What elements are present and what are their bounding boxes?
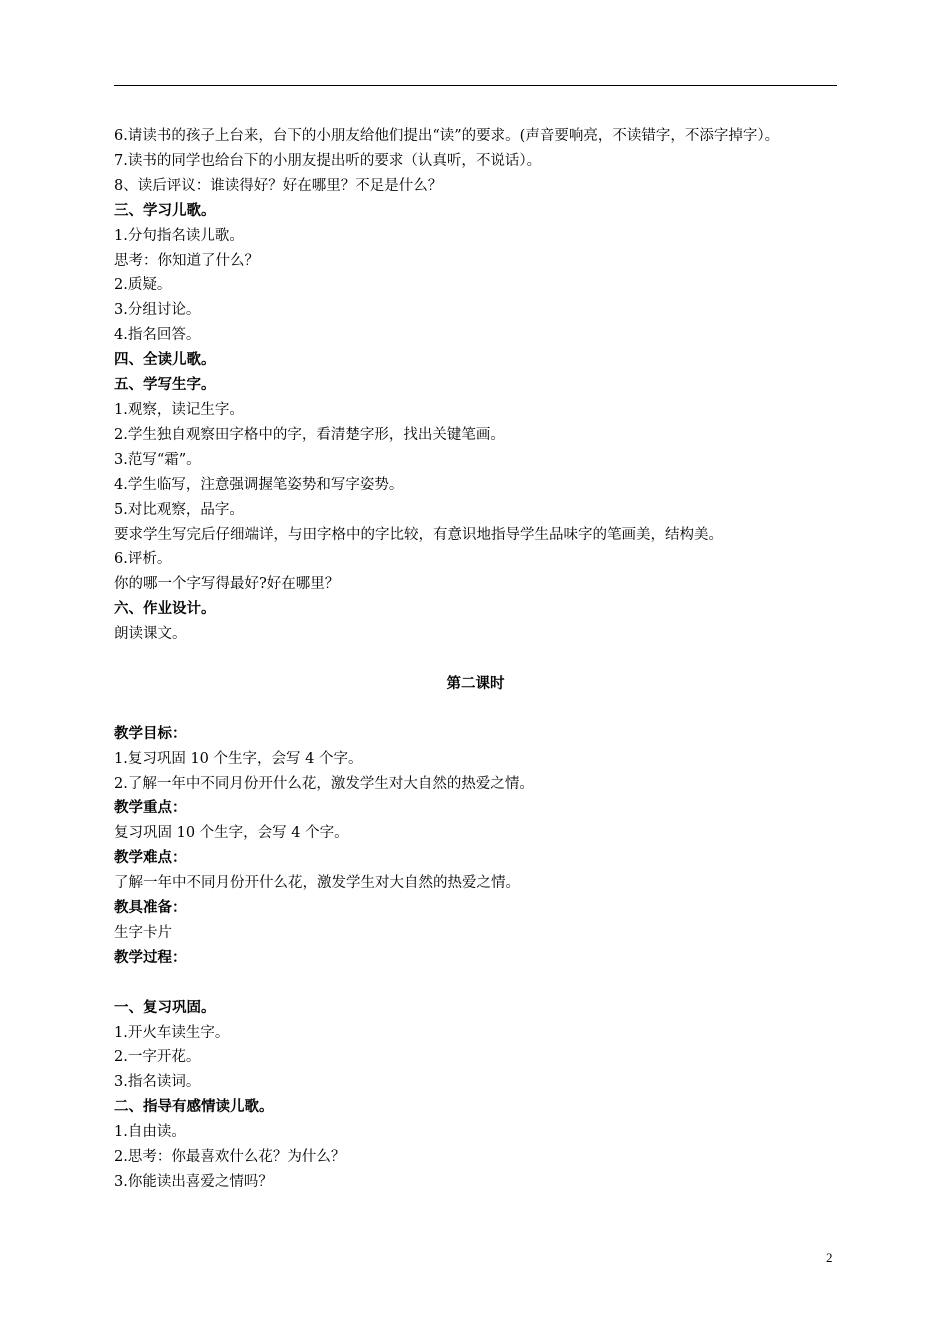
paragraph-line: 6.请读书的孩子上台来，台下的小朋友给他们提出“读”的要求。(声音要响亮，不读错字，不添字掉字）。 [114,128,780,144]
paragraph-line: 1.复习巩固 10 个生字，会写 4 个字。 [114,750,363,767]
blank-line [114,647,837,672]
blank-line [114,971,837,996]
paragraph-line: 2.质疑。 [114,277,172,294]
paragraph-line: 7.读书的同学也给台下的小朋友提出听的要求（认真听，不说话）。 [114,152,542,169]
section-heading: 教学难点： [114,849,187,867]
paragraph-line: 3.范写“霜”。 [114,451,201,468]
paragraph-line: 要求学生写完后仔细端详，与田字格中的字比较，有意识地指导学生品味字的笔画美，结构美。 [114,526,723,543]
paragraph-line: 1.开火车读生字。 [114,1024,230,1041]
header-rule [114,85,837,86]
paragraph-line: 朗读课文。 [114,626,187,643]
section-heading: 一、复习巩固。 [114,998,216,1016]
paragraph-line: 3.你能读出喜爱之情吗？ [114,1174,273,1191]
paragraph-line: 5.对比观察，品字。 [114,501,244,518]
section-heading: 三、学习儿歌。 [114,201,216,219]
section-heading: 二、指导有感情读儿歌。 [114,1098,274,1116]
paragraph-line: 3.指名读词。 [114,1074,201,1091]
section-heading: 教学过程： [114,948,187,966]
section-heading: 教学重点： [114,799,187,817]
paragraph-line: 你的哪一个字写得最好?好在哪里？ [114,576,340,593]
paragraph-line: 3.分组讨论。 [114,302,201,319]
paragraph-line: 1.观察，读记生字。 [114,401,244,418]
paragraph-line: 复习巩固 10 个生字，会写 4 个字。 [114,825,349,842]
section-heading: 五、学写生字。 [114,376,216,394]
paragraph-line: 8、读后评议：谁读得好？好在哪里？不足是什么？ [114,177,443,194]
blank-line [114,697,837,722]
paragraph-line: 6.评析。 [114,551,172,568]
paragraph-line: 2.了解一年中不同月份开什么花，激发学生对大自然的热爱之情。 [114,775,534,792]
section-heading: 教具准备： [114,899,187,917]
paragraph-line: 生字卡片 [114,924,172,941]
paragraph-line: 2.一字开花。 [114,1049,201,1066]
document-body [114,124,837,1195]
paragraph-line: 2.思考：你最喜欢什么花？为什么？ [114,1149,346,1166]
paragraph-line: 思考：你知道了什么？ [114,252,259,269]
page-number: 2 [826,1250,833,1265]
section-heading: 教学目标： [114,724,187,742]
paragraph-line: 1.自由读。 [114,1124,186,1141]
paragraph-line: 4.指名回答。 [114,327,201,344]
section-heading: 六、作业设计。 [114,600,216,618]
lesson-title: 第二课时 [446,674,505,692]
paragraph-line: 2.学生独自观察田字格中的字，看清楚字形，找出关键笔画。 [114,426,505,443]
paragraph-line: 4.学生临写，注意强调握笔姿势和写字姿势。 [114,476,404,493]
paragraph-line: 1.分句指名读儿歌。 [114,227,244,244]
paragraph-line: 了解一年中不同月份开什么花，激发学生对大自然的热爱之情。 [114,875,520,892]
section-heading: 四、全读儿歌。 [114,351,216,369]
